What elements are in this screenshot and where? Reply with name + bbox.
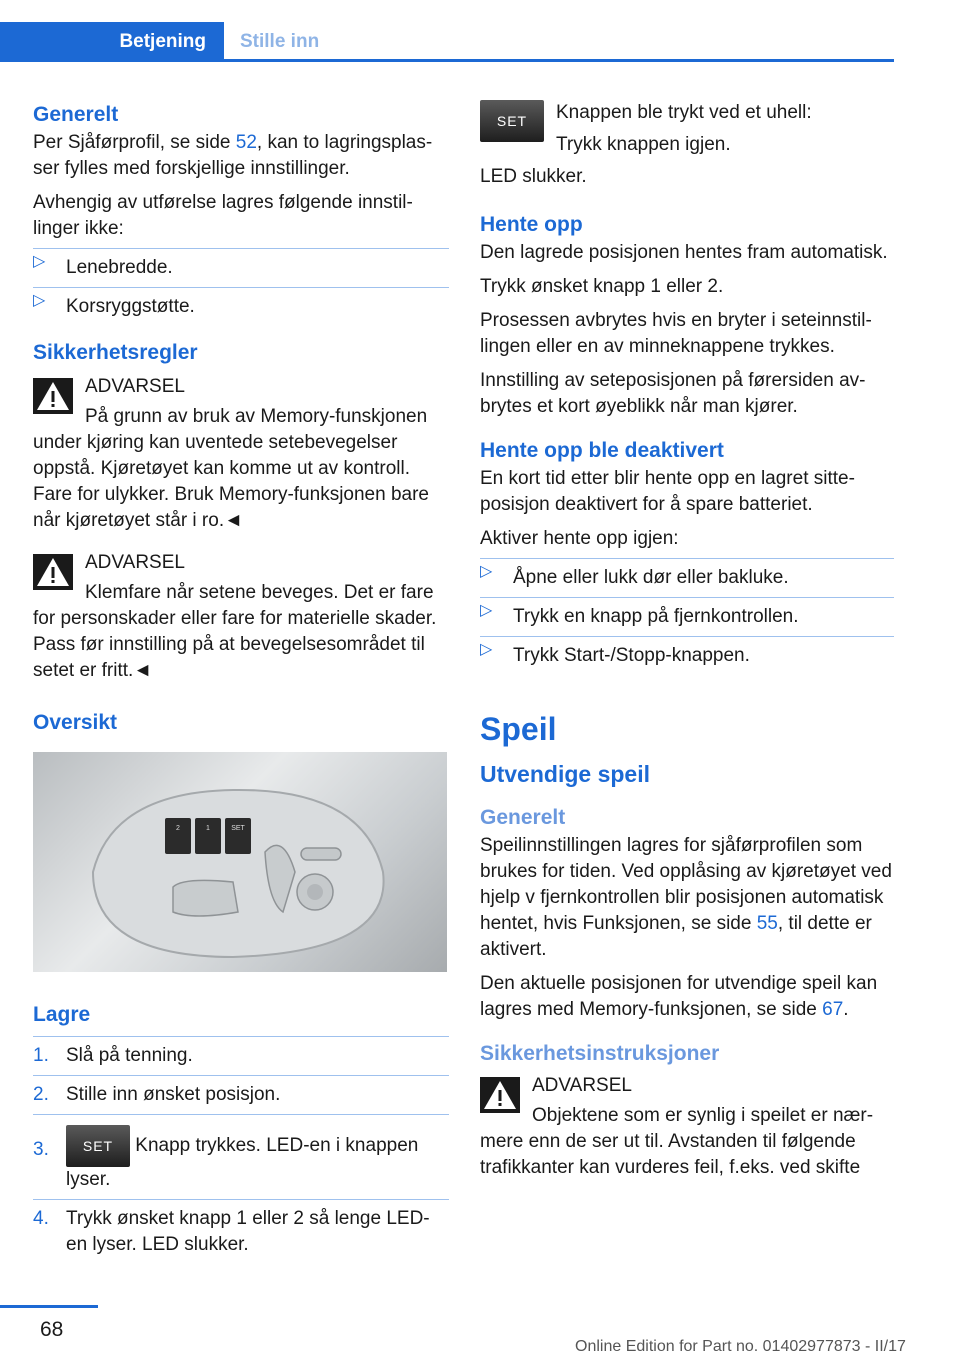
set-button-icon: SET (480, 100, 544, 142)
tab-betjening[interactable]: Betjening (0, 22, 224, 62)
section-title-lagre: Lagre (33, 1003, 91, 1026)
page-link[interactable]: 67 (822, 999, 844, 1020)
hente-paragraph-1: Den lagrede posisjonen hentes fram automatisk. (480, 242, 888, 263)
generelt-list (33, 248, 449, 320)
chapter-title-speil: Speil (480, 711, 557, 747)
list-item: ▷ Åpne eller lukk dør eller bakluke. (480, 558, 894, 591)
list-item: 3. SET Knapp trykkes. LED-en i knappen lyser. (33, 1114, 449, 1193)
led-slukker: LED slukker. (480, 166, 587, 187)
speil-paragraph-2: Den aktuelle posisjonen for utvendige speil kan lagres med Memory-funksjonen, se side 67. (480, 973, 878, 1020)
uhell-line-1: Knappen ble trykt ved et uhell: (556, 102, 812, 123)
deakt-list (480, 558, 894, 669)
section-title-deaktivert: Hente opp ble deaktivert (480, 439, 724, 462)
set-instruction (480, 100, 894, 158)
section-title-generelt-2: Generelt (480, 806, 566, 829)
memory-key-set (225, 818, 251, 854)
section-title-generelt: Generelt (33, 103, 119, 126)
list-triangle-icon: ▷ (33, 253, 46, 270)
list-item: 2. Stille inn ønsket posisjon. (33, 1075, 449, 1108)
right-column (480, 100, 894, 1181)
section-title-utvendige-speil: Utvendige speil (480, 761, 650, 787)
svg-text:2: 2 (176, 825, 180, 832)
list-triangle-icon: ▷ (480, 602, 493, 619)
warning-block-2 (33, 550, 449, 684)
page-link[interactable]: 52 (235, 132, 257, 153)
speil-paragraph-1: Speilinnstillingen lagres for sjåførprofilen som brukes for tiden. Ved opplåsing av kjøretøyet ved hjelp v fjernkontrollen blir posisjonen automatisk hentet, hvis Funksjonen, se side 55, til dette er aktivert. (480, 835, 892, 960)
hente-paragraph-2: Trykk ønsket knapp 1 eller 2. (480, 276, 724, 297)
tab-stille-inn[interactable]: Stille inn (240, 31, 320, 52)
warning-text: Objektene som er synlig i speilet er nærmere enn de ser ut til. Avstanden til følgende trafikkanter kan vurderes feil, f.eks. ved skifte (480, 1105, 874, 1178)
list-triangle-icon: ▷ (33, 292, 46, 309)
warning-text: Klemfare når setene beveges. Det er fare for personskader eller fare for materielle skader. Pass før innstilling på at bevegelsesområdet til setet er fritt.◄ (33, 582, 437, 681)
warning-triangle-icon (33, 554, 73, 590)
generelt-paragraph-1: Per Sjåførprofil, se side 52, kan to lagringsplasser fylles med forskjellige innstillinger. (33, 132, 433, 179)
seat-switch (173, 880, 238, 916)
warning-block-3 (480, 1073, 894, 1181)
warning-text: På grunn av bruk av Memory-funskjonen under kjøring kan uventede setebevegelser oppstå. Kjøretøyet kan komme ut av kontroll. Fare for ulykker. Bruk Memory-funksjonen bare når kjøretøyet står i ro.◄ (33, 406, 429, 531)
generelt-paragraph-2: Avhengig av utførelse lagres følgende innstillinger ikke: (33, 192, 413, 239)
lagre-steps (33, 1036, 449, 1258)
section-title-sikkerhetsregler: Sikkerhetsregler (33, 341, 198, 364)
seat-panel-illustration (33, 752, 447, 972)
warning-title: ADVARSEL (85, 376, 185, 397)
seat-controls-photo (33, 752, 447, 972)
memory-key-1 (195, 818, 221, 854)
list-item: 1. Slå på tenning. (33, 1036, 449, 1069)
list-item: ▷ Korsryggstøtte. (33, 287, 449, 320)
warning-title: ADVARSEL (85, 552, 185, 573)
hente-paragraph-4: Innstilling av seteposisjonen på førersiden avbrytes et kort øyeblikk når man kjører. (480, 370, 866, 417)
list-item: ▷ Lenebredde. (33, 248, 449, 281)
page-number: 68 (40, 1318, 64, 1341)
uhell-line-2: Trykk knappen igjen. (556, 134, 731, 155)
list-item: ▷ Trykk en knapp på fjernkontrollen. (480, 597, 894, 630)
memory-key-2 (165, 818, 191, 854)
svg-text:1: 1 (206, 825, 210, 832)
section-title-hente-opp: Hente opp (480, 213, 583, 236)
deakt-paragraph-1: En kort tid etter blir hente opp en lagret sitteposisjon deaktivert for å spare batteriet. (480, 468, 855, 515)
page-link[interactable]: 55 (756, 913, 778, 934)
footer-rule (0, 1305, 98, 1308)
hente-paragraph-3: Prosessen avbrytes hvis en bryter i seteinnstillingen eller en av minneknappene trykkes. (480, 310, 872, 357)
list-item: 4. Trykk ønsket knapp 1 eller 2 så lenge LED-en lyser. LED slukker. (33, 1199, 449, 1258)
deakt-paragraph-2: Aktiver hente opp igjen: (480, 528, 679, 549)
list-item: ▷ Trykk Start-/Stopp-knappen. (480, 636, 894, 669)
list-triangle-icon: ▷ (480, 641, 493, 658)
warning-title: ADVARSEL (532, 1075, 632, 1096)
section-title-sikkerhetsinstruksjoner: Sikkerhetsinstruksjoner (480, 1042, 720, 1065)
set-button-icon: SET (66, 1125, 130, 1167)
edition-note: Online Edition for Part no. 01402977873 - II/17 (575, 1338, 906, 1355)
svg-text:SET: SET (231, 825, 245, 832)
warning-triangle-icon (33, 378, 73, 414)
header-tabs (0, 22, 894, 62)
warning-triangle-icon (480, 1077, 520, 1113)
list-triangle-icon: ▷ (480, 563, 493, 580)
warning-block-1 (33, 374, 449, 534)
left-column (33, 100, 449, 1258)
section-title-oversikt: Oversikt (33, 711, 118, 734)
